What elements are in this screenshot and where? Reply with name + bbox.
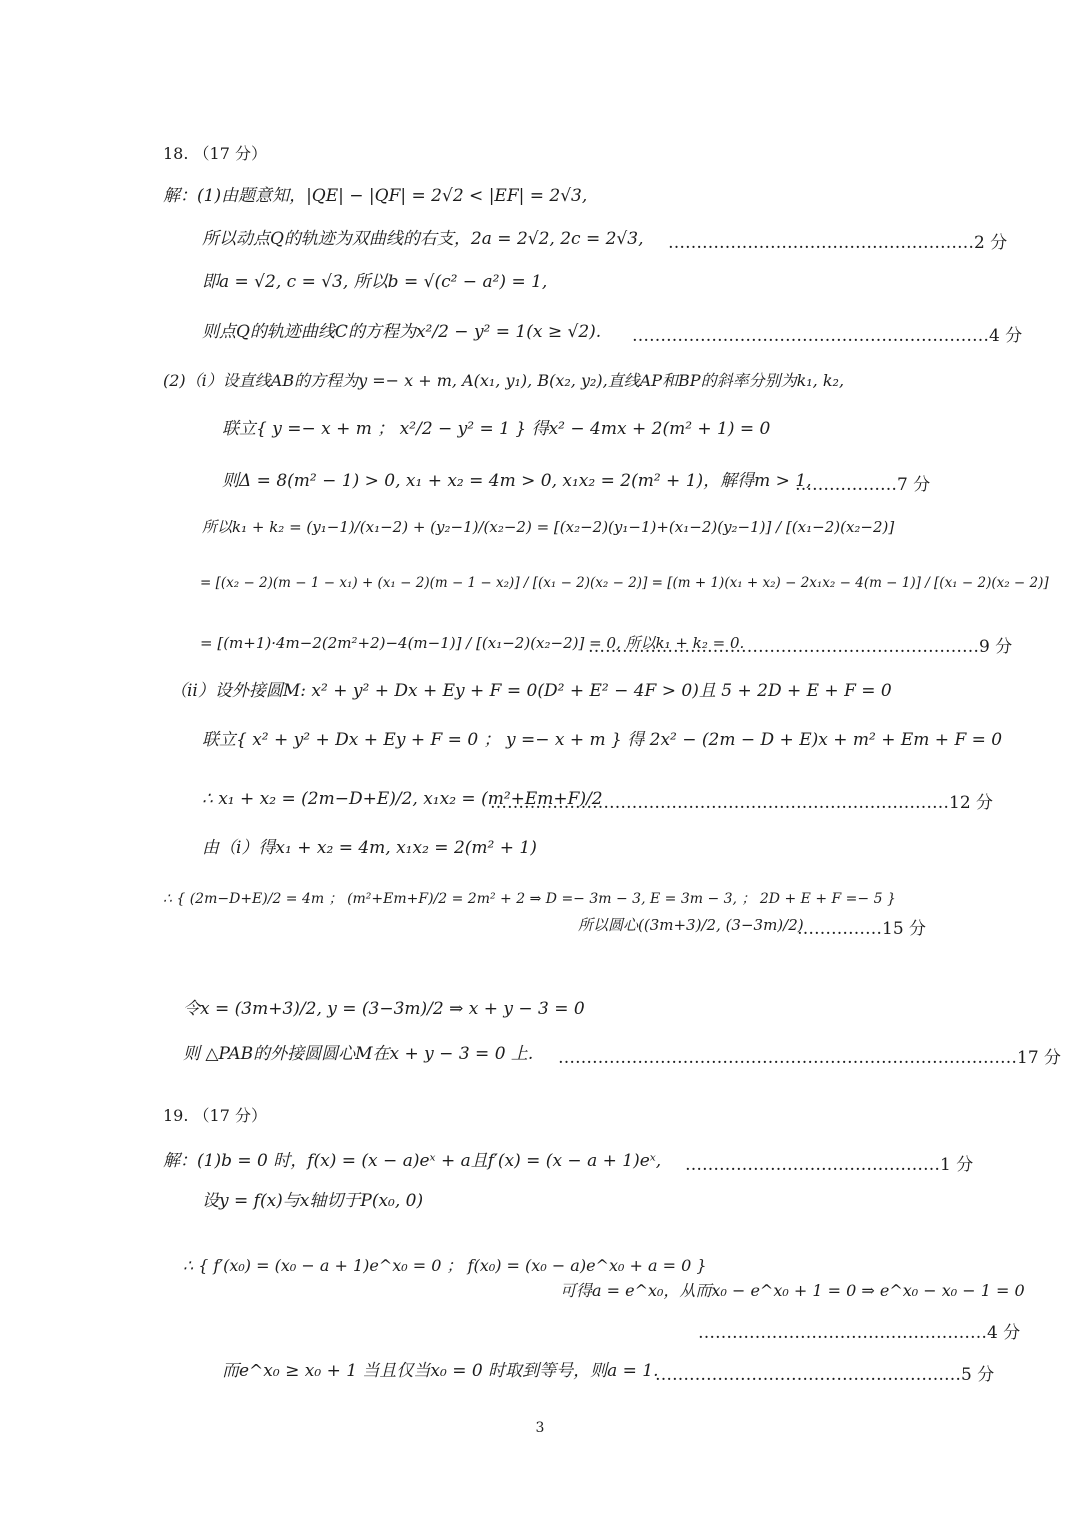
p18-line-6: 联立{ y =− x + m ； x²/2 − y² = 1 } 得x² − 4mx + 2(m² + 1) = 0	[222, 419, 771, 439]
p19-points-5: ………………………………………………5 分	[655, 1365, 995, 1385]
p19-line-3: ∴ { f′(x₀) = (x₀ − a + 1)e^x₀ = 0 ； f(x₀) = (x₀ − a)e^x₀ + a = 0 }	[183, 1256, 707, 1275]
p19-points-1: ………………………………………1 分	[685, 1155, 974, 1175]
p18-line-18: 则 △PAB的外接圆圆心M在x + y − 3 = 0 上.	[183, 1044, 534, 1064]
p19-points-4: ……………………………………………4 分	[698, 1323, 1021, 1343]
p18-line-17: 令x = (3m+3)/2, y = (3−3m)/2 ⇒ x + y − 3 = 0	[183, 999, 585, 1019]
p19-line-1: 解：(1)b = 0 时，f(x) = (x − a)eˣ + a且f′(x) = (x − a + 1)eˣ,	[163, 1151, 662, 1171]
p18-line-9: = [(x₂ − 2)(m − 1 − x₁) + (x₁ − 2)(m − 1 − x₂)] / [(x₁ − 2)(x₂ − 2)] = [(m + 1)(x₁ + x₂) − 2x₁x₂ − 4(m − 1)] / [(x₁ − 2)(x₂ − 2)]	[200, 575, 1049, 591]
p19-line-4: 可得a = e^x₀，从而x₀ − e^x₀ + 1 = 0 ⇒ e^x₀ − x₀ − 1 = 0	[560, 1281, 1025, 1300]
p18-points-9: ……………………………………………………………9 分	[588, 637, 1013, 657]
p18-line-16: 所以圆心((3m+3)/2, (3−3m)/2)	[578, 916, 804, 934]
p19-line-2: 设y = f(x)与x轴切于P(x₀, 0)	[202, 1191, 424, 1211]
problem-19-header: 19. （17 分）	[163, 1106, 267, 1125]
p18-line-10: = [(m+1)·4m−2(2m²+2)−4(m−1)] / [(x₁−2)(x₂−2)] = 0, 所以k₁ + k₂ = 0.	[200, 634, 745, 652]
p18-line-11: （ii）设外接圆M: x² + y² + Dx + Ey + F = 0(D² + E² − 4F > 0)且 5 + 2D + E + F = 0	[170, 681, 892, 701]
p18-line-8: 所以k₁ + k₂ = (y₁−1)/(x₁−2) + (y₂−1)/(x₂−2) = [(x₂−2)(y₁−1)+(x₁−2)(y₂−1)] / [(x₁−2)(x₂−2)]	[202, 518, 895, 536]
p19-line-5: 而e^x₀ ≥ x₀ + 1 当且仅当x₀ = 0 时取到等号，则a = 1.	[222, 1361, 659, 1381]
p18-line-12: 联立{ x² + y² + Dx + Ey + F = 0 ； y =− x + m } 得 2x² − (2m − D + E)x + m² + Em + F = 0	[202, 730, 1003, 750]
p18-line-5: (2)（i）设直线AB的方程为y =− x + m, A(x₁, y₁), B(x₂, y₂),直线AP和BP的斜率分别为k₁, k₂,	[163, 371, 845, 390]
p18-line-1: 解：(1)由题意知，|QE| − |QF| = 2√2 < |EF| = 2√3,	[163, 186, 588, 206]
p18-line-7: 则Δ = 8(m² − 1) > 0, x₁ + x₂ = 4m > 0, x₁x₂ = 2(m² + 1)，解得m > 1,	[222, 471, 812, 491]
p18-points-2: ………………………………………………2 分	[668, 233, 1008, 253]
p18-line-15: ∴ { (2m−D+E)/2 = 4m ； (m²+Em+F)/2 = 2m² + 2 ⇒ D =− 3m − 3, E = 3m − 3, ； 2D + E + F =− 5 }	[163, 891, 896, 907]
p18-points-17: ………………………………………………………………………17 分	[558, 1048, 1062, 1068]
problem-18-header: 18. （17 分）	[163, 144, 267, 163]
p18-points-4: ………………………………………………………4 分	[632, 326, 1023, 346]
p18-line-2: 所以动点Q的轨迹为双曲线的右支，2a = 2√2, 2c = 2√3,	[202, 229, 644, 249]
page-number: 3	[535, 1420, 545, 1436]
p18-line-3: 即a = √2, c = √3, 所以b = √(c² − a²) = 1,	[202, 272, 548, 292]
p18-line-14: 由（i）得x₁ + x₂ = 4m, x₁x₂ = 2(m² + 1)	[202, 838, 537, 858]
p18-line-13: ∴ x₁ + x₂ = (2m−D+E)/2, x₁x₂ = (m²+Em+F)/2	[202, 789, 603, 809]
p18-line-4: 则点Q的轨迹曲线C的方程为x²/2 − y² = 1(x ≥ √2).	[202, 322, 602, 342]
p18-points-15: ……………15 分	[797, 919, 927, 939]
p18-points-7: ………………7 分	[795, 475, 931, 495]
p18-points-12: ………………………………………………………………………12 分	[490, 793, 994, 813]
